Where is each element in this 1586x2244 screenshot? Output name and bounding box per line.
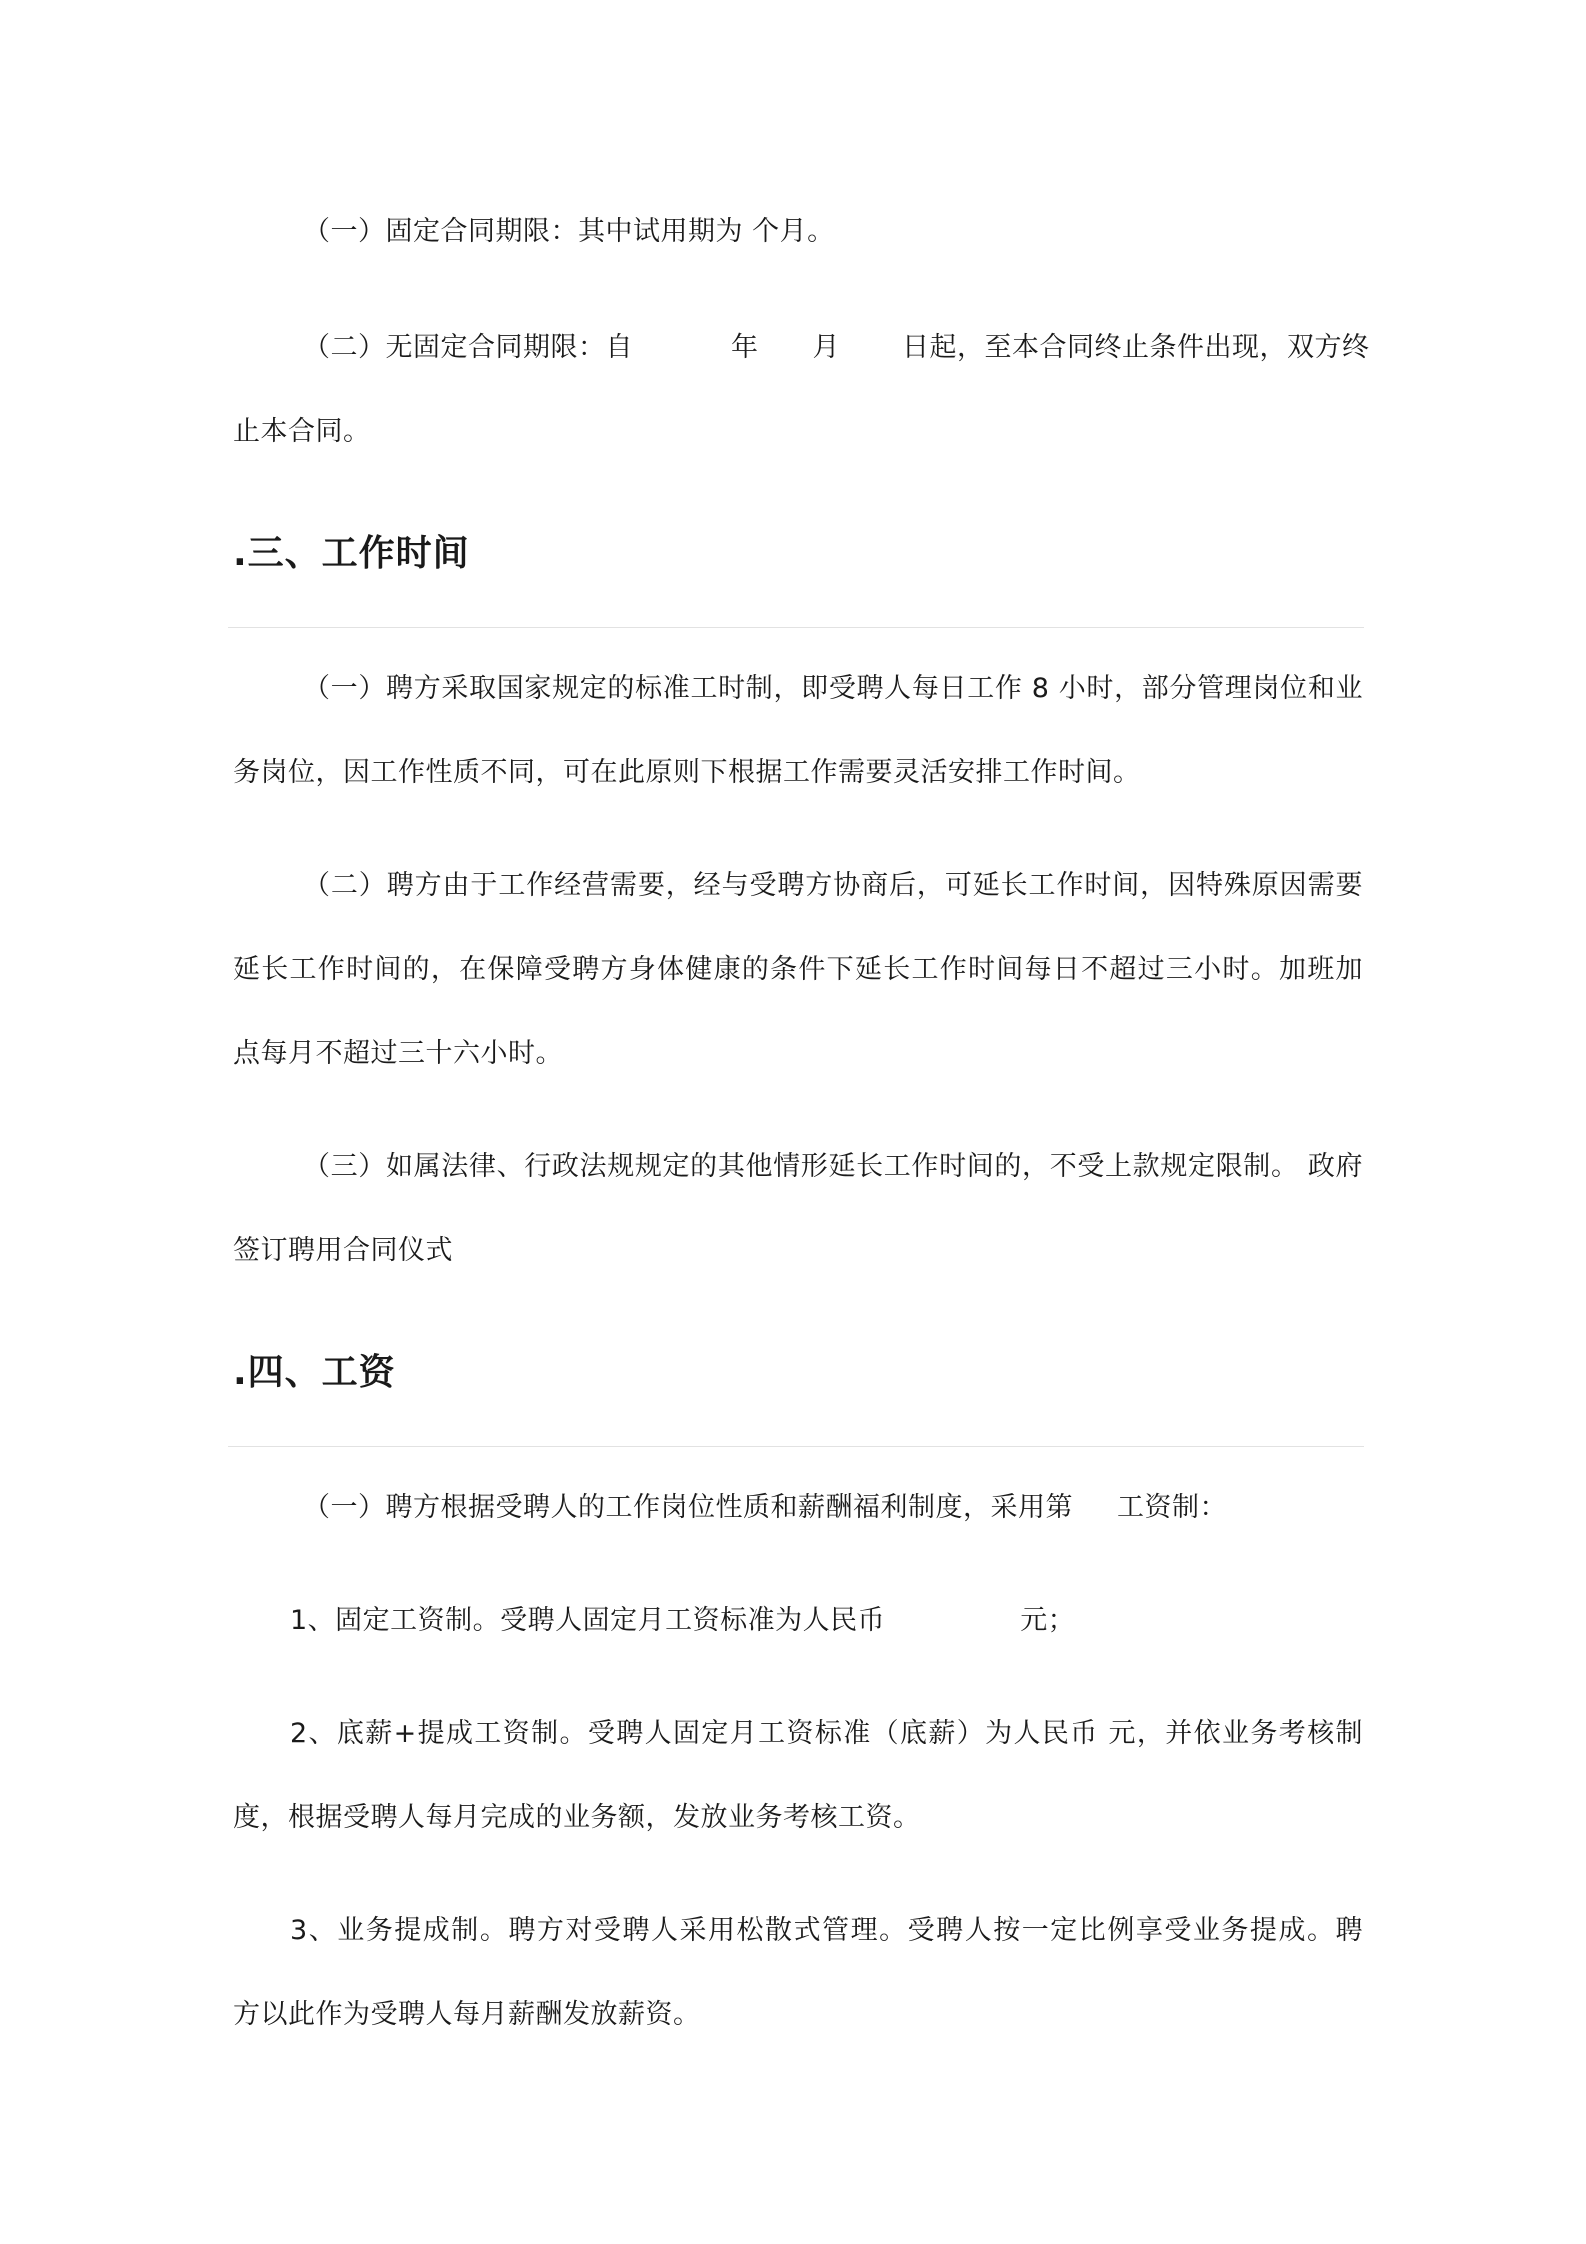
fixed-term-text: （一）固定合同期限：其中试用期为 个月。 (303, 216, 835, 247)
fixed-term-paragraph (233, 212, 1363, 252)
section-divider (228, 627, 1364, 628)
section-divider (228, 1446, 1364, 1447)
section-heading-wages: .四、工资 (233, 1352, 396, 1393)
work-hours-p2-line2: 延长工作时间的，在保障受聘方身体健康的条件下延长工作时间每日不超过三小时。加班加 (233, 954, 1363, 985)
wages-item2-line2: 度，根据受聘人每月完成的业务额，发放业务考核工资。 (233, 1802, 921, 1833)
wages-item2-line1: 2、底薪+提成工资制。受聘人固定月工资标准（底薪）为人民币 元，并依业务考核制 (290, 1718, 1363, 1749)
open-term-paragraph-line2 (233, 412, 1363, 452)
wages-p1-text-a: （一）聘方根据受聘人的工作岗位性质和薪酬福利制度，采用第 (303, 1492, 1073, 1523)
work-hours-p3-line1: （三）如属法律、行政法规规定的其他情形延长工作时间的，不受上款规定限制。 政府 (303, 1151, 1363, 1182)
work-hours-p1-line2: 务岗位，因工作性质不同，可在此原则下根据工作需要灵活安排工作时间。 (233, 757, 1141, 788)
open-term-text-line2: 止本合同。 (233, 416, 371, 447)
wages-p1-text-b: 工资制： (1117, 1492, 1227, 1523)
work-hours-p2-line1: （二）聘方由于工作经营需要，经与受聘方协商后，可延长工作时间，因特殊原因需要 (303, 870, 1363, 901)
wages-item1-text-a: 1、固定工资制。受聘人固定月工资标准为人民币 (290, 1605, 886, 1636)
wages-item1-text-b: 元； (1020, 1605, 1076, 1636)
open-term-text-month: 月 (812, 332, 840, 363)
wages-item1 (233, 1601, 1363, 1641)
open-term-text-d: 日起，至本合同终止条件出现，双方终 (902, 332, 1370, 363)
work-hours-p3-line2: 签订聘用合同仪式 (233, 1235, 453, 1266)
wages-item3-line2: 方以此作为受聘人每月薪酬发放薪资。 (233, 1999, 701, 2030)
wages-item3-line1: 3、业务提成制。聘方对受聘人采用松散式管理。受聘人按一定比例享受业务提成。聘 (290, 1915, 1363, 1946)
section-heading-work-hours: .三、工作时间 (233, 533, 470, 574)
open-term-paragraph-line1 (233, 328, 1370, 368)
open-term-text-a: （二）无固定合同期限：自 (303, 332, 633, 363)
wages-p1 (233, 1488, 1363, 1528)
open-term-text-year: 年 (731, 332, 759, 363)
work-hours-p2-line3: 点每月不超过三十六小时。 (233, 1038, 563, 1069)
work-hours-p1-line1: （一）聘方采取国家规定的标准工时制，即受聘人每日工作 8 小时，部分管理岗位和业 (303, 673, 1363, 704)
